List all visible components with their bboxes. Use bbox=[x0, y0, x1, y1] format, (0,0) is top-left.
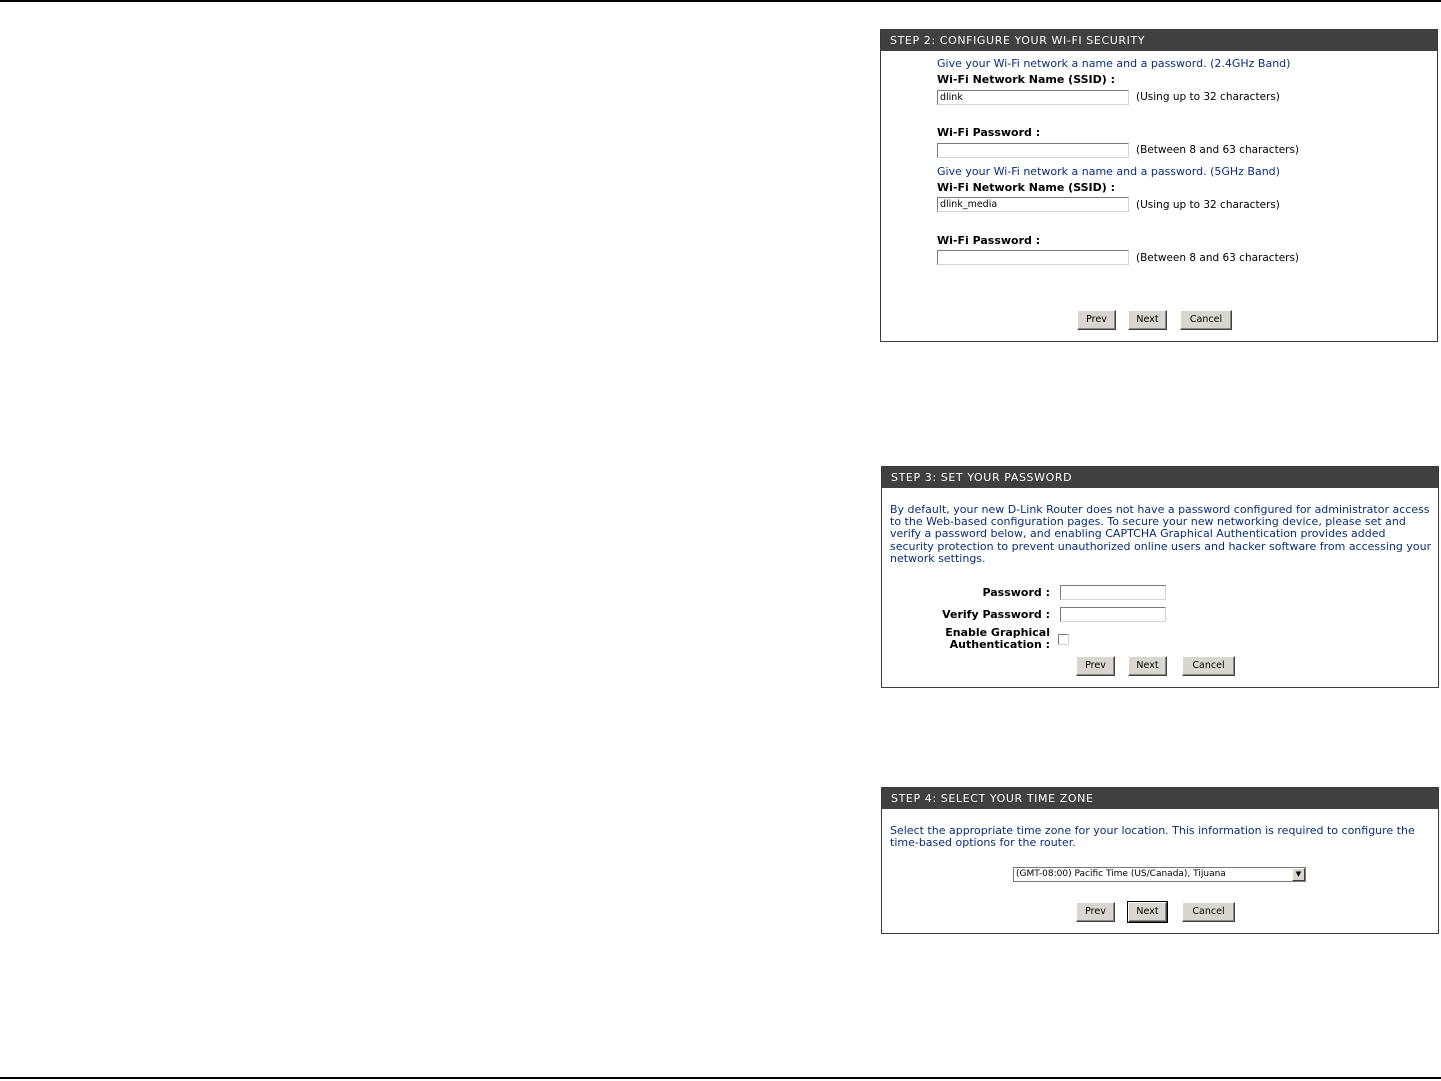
ssid24-hint: (Using up to 32 characters) bbox=[1136, 91, 1280, 103]
step3-next-button[interactable]: Next bbox=[1128, 656, 1167, 676]
step3-cancel-button[interactable]: Cancel bbox=[1182, 656, 1235, 676]
band5-intro: Give your Wi-Fi network a name and a password. (5GHz Band) bbox=[937, 165, 1280, 178]
password24-input[interactable] bbox=[937, 143, 1129, 158]
ssid24-input[interactable]: dlink bbox=[937, 90, 1129, 105]
step3-prev-button[interactable]: Prev bbox=[1076, 656, 1115, 676]
step3-title: STEP 3: SET YOUR PASSWORD bbox=[882, 467, 1438, 488]
captcha-checkbox[interactable] bbox=[1058, 634, 1069, 645]
captcha-label-line2: Authentication : bbox=[949, 638, 1050, 651]
step4-panel bbox=[881, 787, 1439, 934]
password24-label: Wi-Fi Password : bbox=[937, 126, 1041, 139]
top-rule bbox=[0, 0, 1441, 2]
verify-password-label: Verify Password : bbox=[942, 608, 1050, 621]
admin-password-label: Password : bbox=[982, 586, 1050, 599]
step2-cancel-button[interactable]: Cancel bbox=[1180, 310, 1232, 330]
password5-hint: (Between 8 and 63 characters) bbox=[1136, 252, 1300, 264]
password5-label: Wi-Fi Password : bbox=[937, 234, 1041, 247]
password5-input[interactable] bbox=[937, 250, 1129, 265]
verify-password-input[interactable] bbox=[1060, 607, 1166, 622]
step4-next-button[interactable]: Next bbox=[1128, 902, 1167, 922]
step2-prev-button[interactable]: Prev bbox=[1077, 310, 1116, 330]
step4-prev-button[interactable]: Prev bbox=[1076, 902, 1115, 922]
band24-intro: Give your Wi-Fi network a name and a password. (2.4GHz Band) bbox=[937, 57, 1291, 70]
step3-panel bbox=[881, 466, 1439, 688]
bottom-rule bbox=[0, 1077, 1441, 1079]
step4-title: STEP 4: SELECT YOUR TIME ZONE bbox=[882, 788, 1438, 809]
step4-cancel-button[interactable]: Cancel bbox=[1182, 902, 1235, 922]
ssid24-label: Wi-Fi Network Name (SSID) : bbox=[937, 73, 1116, 86]
password24-hint: (Between 8 and 63 characters) bbox=[1136, 144, 1300, 156]
step4-description: Select the appropriate time zone for your location. This information is required to configure the time-based options for the router. bbox=[890, 824, 1415, 850]
ssid5-input[interactable]: dlink_media bbox=[937, 197, 1129, 212]
ssid5-hint: (Using up to 32 characters) bbox=[1136, 199, 1280, 211]
captcha-label-line1: Enable Graphical bbox=[945, 626, 1050, 639]
timezone-select[interactable] bbox=[1013, 867, 1306, 882]
step3-description: By default, your new D-Link Router does not have a password configured for administrator access to the Web-based configuration pages. To secure your new networking device, please set and verify a password below, and enabling CAPTCHA Graphical Authentication provides added security protection to prevent unauthorized online users and hacker software from accessing your network settings. bbox=[890, 503, 1432, 565]
timezone-selected-value: (GMT-08:00) Pacific Time (US/Canada), Tijuana bbox=[1016, 869, 1226, 879]
step2-panel bbox=[880, 29, 1438, 342]
step2-title: STEP 2: CONFIGURE YOUR WI-FI SECURITY bbox=[881, 30, 1437, 51]
ssid5-label: Wi-Fi Network Name (SSID) : bbox=[937, 181, 1116, 194]
captcha-label bbox=[945, 627, 1050, 651]
admin-password-input[interactable] bbox=[1060, 585, 1166, 600]
dropdown-arrow-icon[interactable]: ▼ bbox=[1292, 868, 1305, 881]
step2-next-button[interactable]: Next bbox=[1128, 310, 1167, 330]
